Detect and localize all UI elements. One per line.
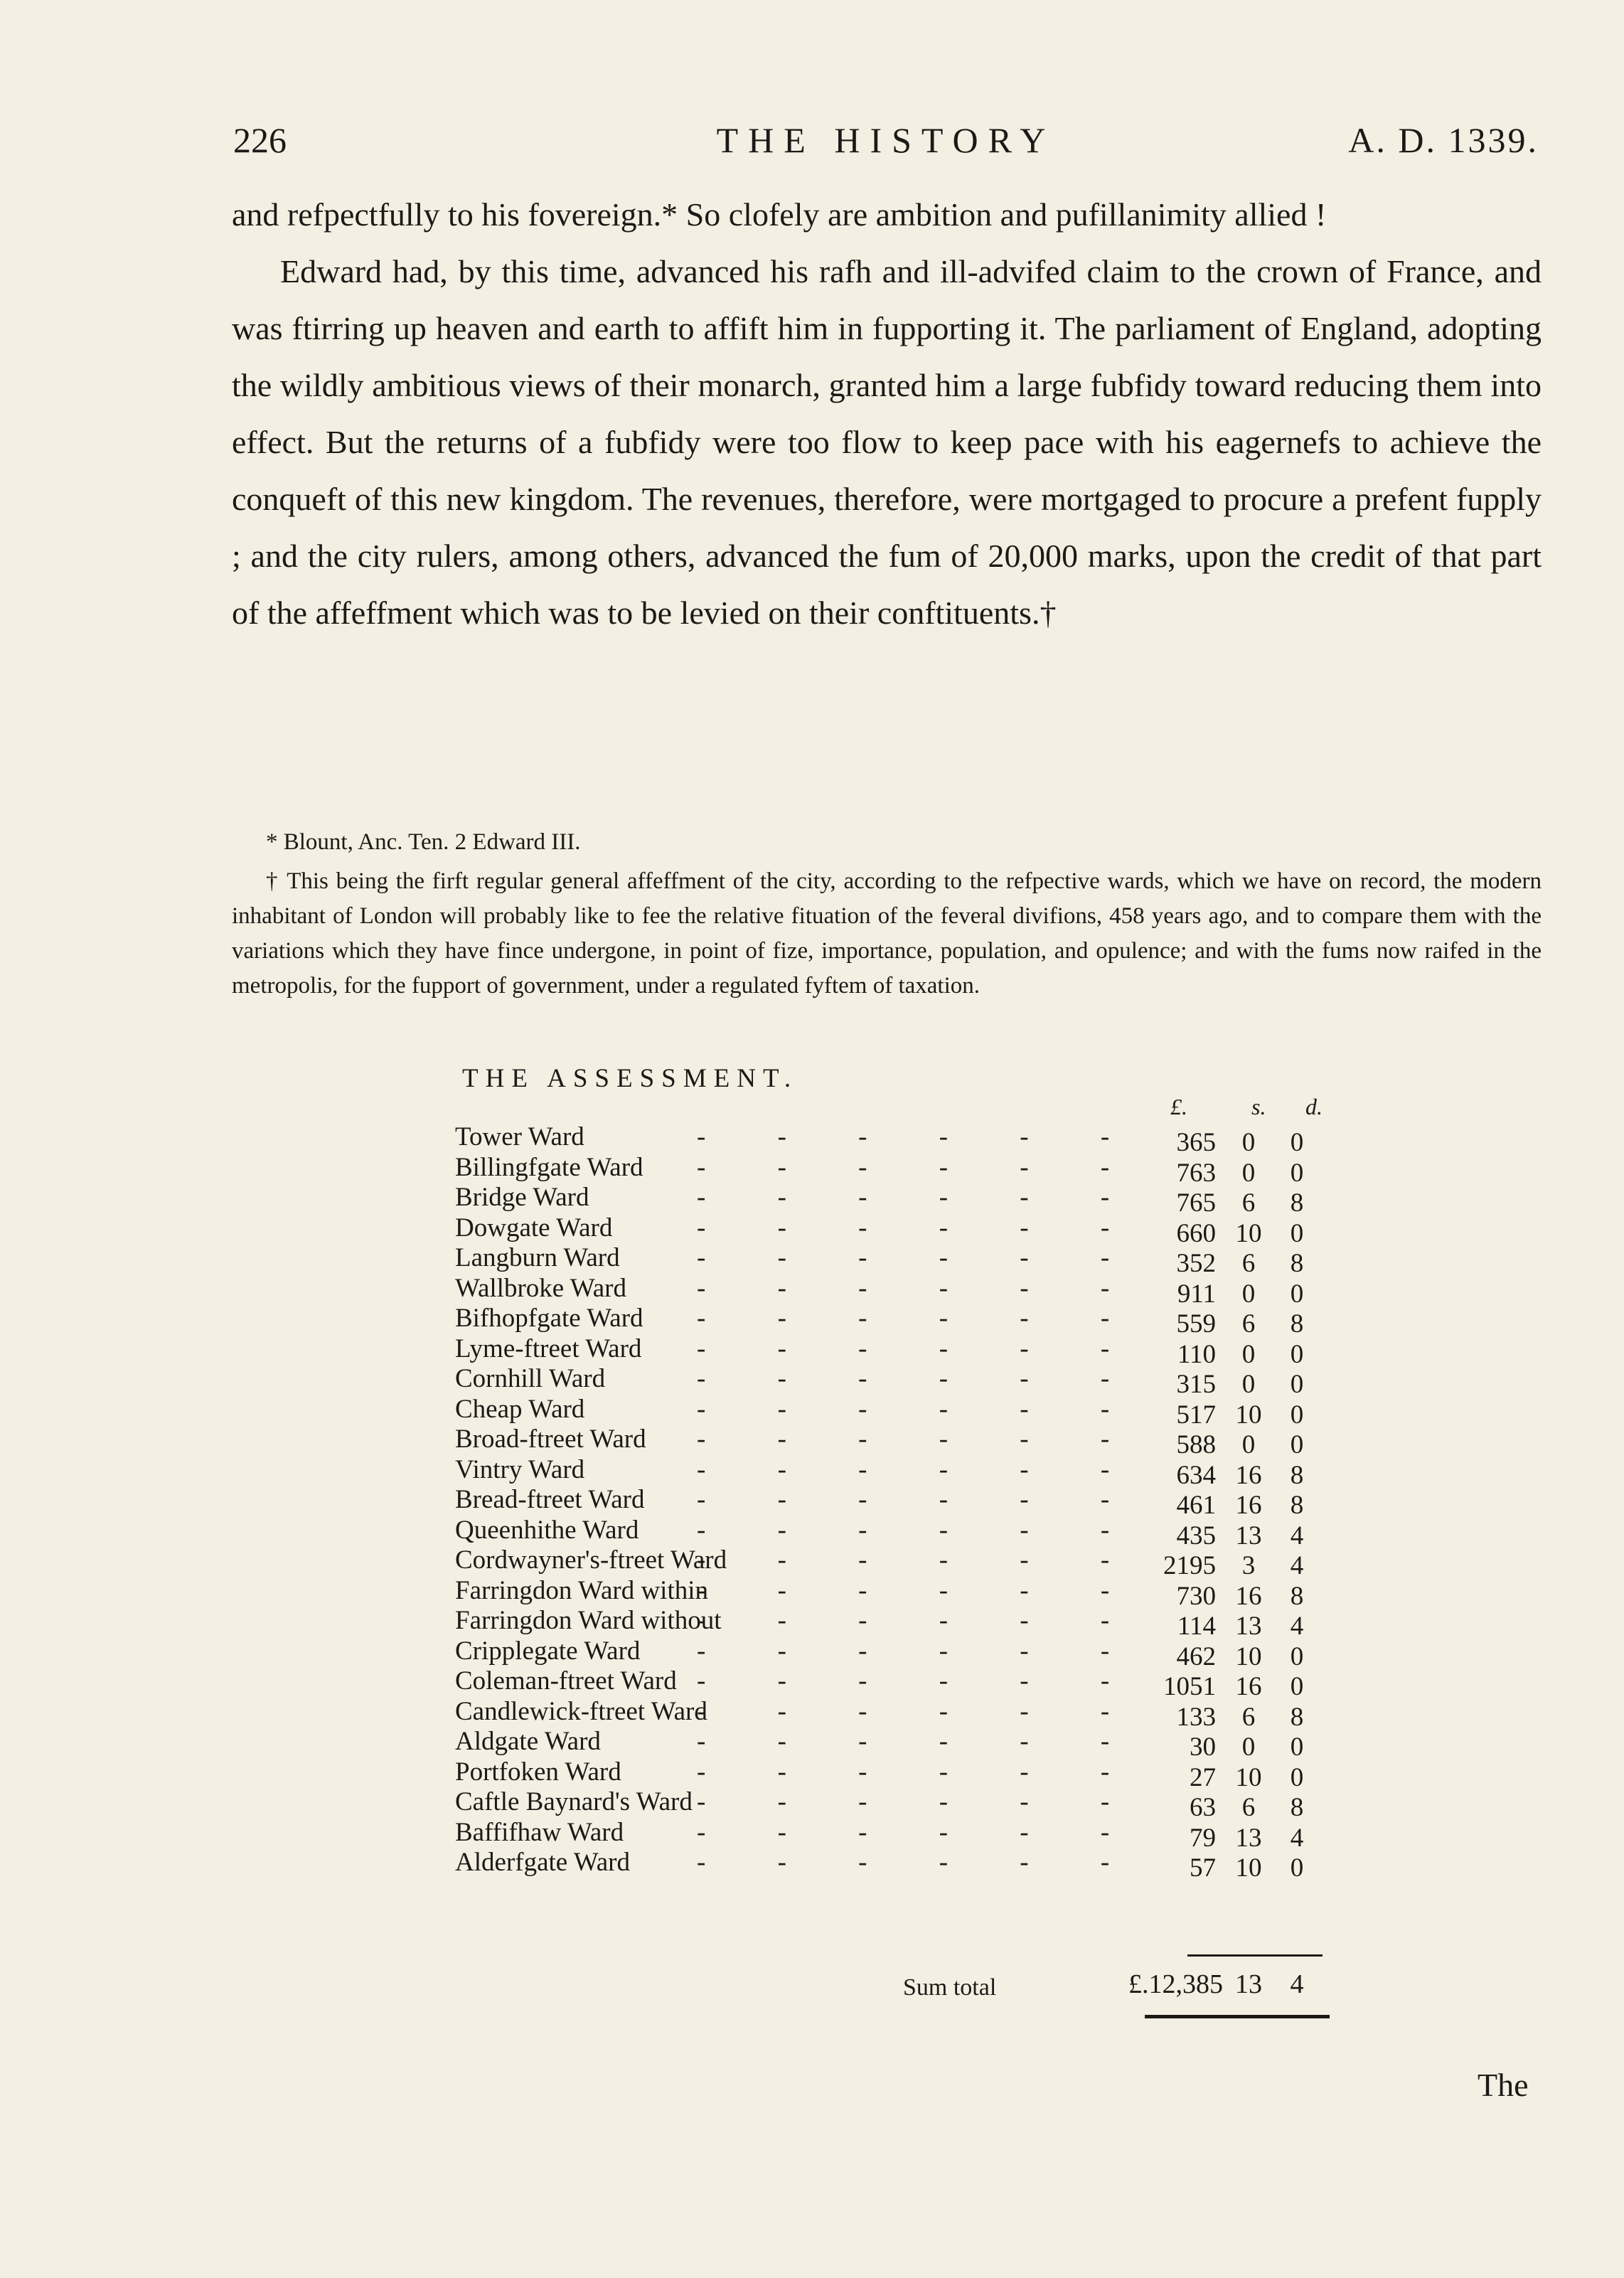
- pounds-heading: £.: [1170, 1094, 1187, 1119]
- shillings-value: 0: [1241, 1339, 1256, 1369]
- ward-name: Coleman-ftreet Ward: [455, 1666, 677, 1696]
- ward-name: Langburn Ward: [455, 1243, 620, 1272]
- ward-name: Dowgate Ward: [455, 1213, 613, 1242]
- pence-value: 0: [1290, 1641, 1304, 1671]
- ward-name: Farringdon Ward within: [455, 1575, 709, 1605]
- pounds-value: 911: [1177, 1279, 1216, 1309]
- pence-value: 0: [1290, 1762, 1304, 1792]
- leader-dashes: - - - - - -: [697, 1817, 1143, 1847]
- pounds-value: 133: [1176, 1702, 1216, 1732]
- catchword: The: [1478, 2067, 1529, 2103]
- shillings-value: 3: [1241, 1551, 1256, 1580]
- shillings-value: 10: [1235, 1400, 1262, 1430]
- ward-name: Tower Ward: [455, 1122, 584, 1151]
- pounds-value: 1051: [1163, 1672, 1216, 1701]
- pence-value: 4: [1290, 1823, 1304, 1853]
- leader-dashes: - - - - - -: [697, 1787, 1143, 1816]
- shillings-value: 6: [1241, 1309, 1256, 1338]
- leader-dashes: - - - - - -: [697, 1515, 1143, 1545]
- pence-value: 0: [1290, 1430, 1304, 1459]
- table-row: [455, 1454, 1337, 1490]
- pounds-value: 79: [1190, 1823, 1216, 1853]
- shillings-value: 0: [1241, 1733, 1256, 1762]
- table-row: [455, 1757, 1337, 1792]
- pence-value: 8: [1290, 1249, 1304, 1278]
- table-row: [455, 1122, 1337, 1157]
- shillings-value: 13: [1235, 1521, 1262, 1550]
- paragraph: and refpectfully to his fovereign.* So clofely are ambition and pufillanimity allied !: [232, 196, 1327, 233]
- ward-name: Cheap Ward: [455, 1394, 585, 1424]
- table-row: [455, 1394, 1337, 1430]
- shillings-value: 10: [1235, 1762, 1262, 1792]
- running-date: A. D. 1339.: [1348, 120, 1539, 160]
- pence-value: 8: [1290, 1793, 1304, 1822]
- table-row: [455, 1273, 1337, 1309]
- pence-value: 8: [1290, 1309, 1304, 1338]
- ward-name: Farringdon Ward without: [455, 1606, 722, 1635]
- total-underline: [1145, 2015, 1330, 2018]
- pence-value: 0: [1290, 1853, 1304, 1883]
- table-row: [455, 1485, 1337, 1520]
- page-number: 226: [233, 120, 287, 160]
- table-row: [455, 1817, 1337, 1853]
- leader-dashes: - - - - - -: [697, 1364, 1143, 1393]
- leader-dashes: - - - - - -: [697, 1666, 1143, 1696]
- leader-dashes: - - - - - -: [697, 1304, 1143, 1333]
- leader-dashes: - - - - - -: [697, 1636, 1143, 1666]
- pounds-value: 27: [1190, 1762, 1216, 1792]
- paragraph: Edward had, by this time, advanced his rafh and ill-advifed claim to the crown of France, and was ftirring up heaven and earth to affift him in fupporting it. The parliament of England, adopting the wildly ambitious views of their monarch, granted him a large fubfidy toward reducing them into effect. But the returns of a fubfidy were too flow to keep pace with his eagernefs to achieve the conqueft of this new kingdom. The revenues, therefore, were mortgaged to procure a prefent fupply ; and the city rulers, among others, advanced the fum of 20,000 marks, upon the credit of that part of the affeffment which was to be levied on their conftituents.†: [232, 253, 1542, 631]
- shillings-value: 0: [1241, 1128, 1256, 1157]
- pence-value: 0: [1290, 1672, 1304, 1701]
- ward-name: Bridge Ward: [455, 1183, 589, 1212]
- leader-dashes: - - - - - -: [697, 1334, 1143, 1363]
- ward-name: Lyme-ftreet Ward: [455, 1334, 642, 1363]
- shillings-value: 16: [1235, 1491, 1262, 1520]
- assessment-title: THE ASSESSMENT.: [462, 1064, 798, 1093]
- shillings-value: 16: [1235, 1460, 1262, 1490]
- table-row: [455, 1183, 1337, 1218]
- leader-dashes: - - - - - -: [697, 1394, 1143, 1424]
- pounds-value: 765: [1176, 1188, 1216, 1218]
- leader-dashes: - - - - - -: [697, 1545, 1143, 1575]
- table-row: [455, 1425, 1337, 1459]
- table-row: [455, 1243, 1337, 1278]
- table-row: [455, 1152, 1337, 1188]
- pounds-value: 315: [1176, 1370, 1216, 1399]
- sum-rule: [1187, 1954, 1323, 1957]
- shillings-value: 13: [1235, 1612, 1262, 1641]
- shillings-value: 13: [1235, 1823, 1262, 1853]
- pounds-value: 730: [1176, 1581, 1216, 1611]
- pounds-value: 559: [1176, 1309, 1216, 1338]
- pounds-value: 461: [1176, 1491, 1216, 1520]
- ward-name: Cordwayner's-ftreet Ward: [455, 1545, 727, 1575]
- pounds-value: 2195: [1163, 1551, 1216, 1580]
- shillings-heading: s.: [1251, 1094, 1266, 1119]
- ward-name: Caftle Baynard's Ward: [455, 1787, 693, 1816]
- pounds-value: 588: [1176, 1430, 1216, 1459]
- leader-dashes: - - - - - -: [697, 1243, 1143, 1272]
- pence-value: 0: [1290, 1128, 1304, 1157]
- table-row: [455, 1515, 1337, 1550]
- assessment-table: [455, 1122, 1337, 1883]
- shillings-value: 0: [1241, 1430, 1256, 1459]
- shillings-value: 16: [1235, 1672, 1262, 1701]
- ward-name: Broad-ftreet Ward: [455, 1425, 646, 1454]
- ward-name: Bread-ftreet Ward: [455, 1485, 645, 1514]
- pence-value: 8: [1290, 1460, 1304, 1490]
- leader-dashes: - - - - - -: [697, 1425, 1143, 1454]
- table-row: [455, 1606, 1337, 1641]
- total-shillings: 13: [1235, 1969, 1262, 1999]
- table-row: [455, 1666, 1337, 1701]
- shillings-value: 0: [1241, 1370, 1256, 1399]
- leader-dashes: - - - - - -: [697, 1152, 1143, 1182]
- shillings-value: 10: [1235, 1218, 1262, 1248]
- leader-dashes: - - - - - -: [697, 1727, 1143, 1756]
- column-headings: [1166, 1094, 1330, 1122]
- leader-dashes: - - - - - -: [697, 1122, 1143, 1151]
- pence-value: 0: [1290, 1370, 1304, 1399]
- ward-name: Portfoken Ward: [455, 1757, 621, 1787]
- pounds-value: 57: [1190, 1853, 1216, 1883]
- pounds-value: 63: [1190, 1793, 1216, 1822]
- pounds-value: 352: [1176, 1249, 1216, 1278]
- footnote: * Blount, Anc. Ten. 2 Edward III.: [266, 829, 581, 855]
- leader-dashes: - - - - - -: [697, 1696, 1143, 1726]
- shillings-value: 6: [1241, 1702, 1256, 1732]
- pounds-value: 660: [1176, 1218, 1216, 1248]
- shillings-value: 0: [1241, 1279, 1256, 1309]
- ward-name: Wallbroke Ward: [455, 1273, 626, 1303]
- shillings-value: 10: [1235, 1853, 1262, 1883]
- main-text: [232, 186, 1542, 642]
- pence-value: 4: [1290, 1612, 1304, 1641]
- shillings-value: 10: [1235, 1641, 1262, 1671]
- pounds-value: 763: [1176, 1158, 1216, 1188]
- pounds-value: 110: [1177, 1339, 1216, 1369]
- pence-value: 0: [1290, 1158, 1304, 1188]
- pounds-value: 634: [1176, 1460, 1216, 1490]
- ward-name: Queenhithe Ward: [455, 1515, 639, 1545]
- pence-value: 0: [1290, 1279, 1304, 1309]
- leader-dashes: - - - - - -: [697, 1757, 1143, 1787]
- leader-dashes: - - - - - -: [697, 1575, 1143, 1605]
- pence-value: 4: [1290, 1521, 1304, 1550]
- table-row: [455, 1696, 1337, 1732]
- pounds-value: 462: [1176, 1641, 1216, 1671]
- table-row: [455, 1304, 1337, 1338]
- table-row: [455, 1848, 1337, 1883]
- pence-value: 4: [1290, 1551, 1304, 1580]
- table-row: [455, 1334, 1337, 1369]
- ward-name: Cornhill Ward: [455, 1364, 606, 1393]
- shillings-value: 6: [1241, 1249, 1256, 1278]
- shillings-value: 16: [1235, 1581, 1262, 1611]
- leader-dashes: - - - - - -: [697, 1848, 1143, 1877]
- ward-name: Candlewick-ftreet Ward: [455, 1696, 707, 1726]
- ward-name: Cripplegate Ward: [455, 1636, 641, 1666]
- ward-name: Baffifhaw Ward: [455, 1817, 624, 1847]
- pence-value: 8: [1290, 1188, 1304, 1218]
- footnotes: [232, 825, 1542, 1004]
- shillings-value: 6: [1241, 1188, 1256, 1218]
- table-row: [455, 1213, 1337, 1248]
- pence-value: 0: [1290, 1733, 1304, 1762]
- pence-value: 0: [1290, 1218, 1304, 1248]
- pence-value: 8: [1290, 1491, 1304, 1520]
- ward-name: Aldgate Ward: [455, 1727, 601, 1756]
- pence-heading: d.: [1305, 1094, 1323, 1119]
- ward-name: Vintry Ward: [455, 1454, 585, 1484]
- running-title: THE HISTORY: [716, 120, 1056, 160]
- table-row: [455, 1787, 1337, 1822]
- leader-dashes: - - - - - -: [697, 1606, 1143, 1635]
- table-row: [455, 1364, 1337, 1399]
- ward-name: Billingfgate Ward: [455, 1152, 643, 1182]
- pounds-value: 30: [1190, 1733, 1216, 1762]
- leader-dashes: - - - - - -: [697, 1183, 1143, 1212]
- total-pounds: £.12,385: [1128, 1969, 1223, 1999]
- table-row: [455, 1545, 1337, 1580]
- table-row: [455, 1727, 1337, 1762]
- running-head: [233, 119, 1539, 169]
- pence-value: 0: [1290, 1400, 1304, 1430]
- total-pence: 4: [1290, 1969, 1304, 1999]
- pounds-value: 114: [1177, 1612, 1216, 1641]
- leader-dashes: - - - - - -: [697, 1213, 1143, 1242]
- sum-total-label: Sum total: [903, 1974, 997, 2001]
- table-row: [455, 1575, 1337, 1611]
- pence-value: 0: [1290, 1339, 1304, 1369]
- ward-name: Alderfgate Ward: [455, 1848, 630, 1877]
- pounds-value: 365: [1176, 1128, 1216, 1157]
- table-row: [455, 1636, 1337, 1671]
- leader-dashes: - - - - - -: [697, 1273, 1143, 1303]
- leader-dashes: - - - - - -: [697, 1485, 1143, 1514]
- pence-value: 8: [1290, 1702, 1304, 1732]
- shillings-value: 6: [1241, 1793, 1256, 1822]
- footnote: † This being the firft regular general affeffment of the city, according to the refpective wards, which we have on record, the modern inhabitant of London will probably like to fee the relative fituation of the feveral divifions, 458 years ago, and to compare them with the variations which they have fince undergone, in point of fize, importance, population, and opulence; and with the fums now raifed in the metropolis, for the fupport of government, under a regulated fyftem of taxation.: [232, 868, 1542, 999]
- pounds-value: 435: [1176, 1521, 1216, 1550]
- pence-value: 8: [1290, 1581, 1304, 1611]
- leader-dashes: - - - - - -: [697, 1454, 1143, 1484]
- shillings-value: 0: [1241, 1158, 1256, 1188]
- ward-name: Bifhopfgate Ward: [455, 1304, 643, 1333]
- pounds-value: 517: [1176, 1400, 1216, 1430]
